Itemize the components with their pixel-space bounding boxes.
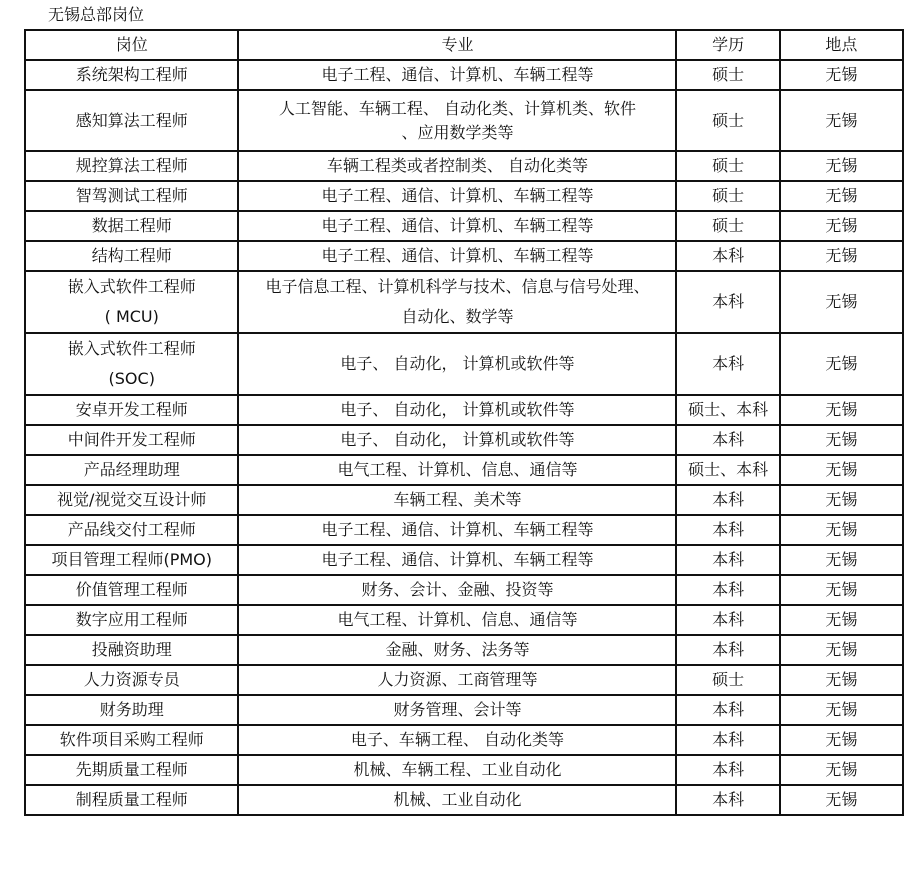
cell-location: 无锡	[780, 455, 903, 485]
cell-position-line: 制程质量工程师	[75, 790, 188, 809]
table-caption: 无锡总部岗位	[48, 5, 145, 24]
cell-position	[25, 545, 238, 575]
cell-position-line: 智驾测试工程师	[75, 186, 188, 205]
table-row	[25, 605, 903, 635]
cell-major	[238, 333, 676, 395]
cell-position-line: 中间件开发工程师	[67, 430, 196, 449]
cell-education: 本科	[676, 271, 779, 333]
table-row	[25, 455, 903, 485]
cell-education: 硕士、本科	[676, 395, 779, 425]
cell-position	[25, 90, 238, 151]
cell-major	[238, 485, 676, 515]
cell-major-line: 人力资源、工商管理等	[377, 670, 538, 689]
cell-major-line: 电气工程、计算机、信息、通信等	[337, 460, 578, 479]
cell-major-line: 电子工程、通信、计算机、车辆工程等	[321, 520, 594, 539]
cell-education: 本科	[676, 575, 779, 605]
cell-major	[238, 665, 676, 695]
cell-position-line: 嵌入式软件工程师	[67, 339, 196, 358]
table-row	[25, 271, 903, 333]
table-row	[25, 333, 903, 395]
cell-position-line: ( MCU)	[104, 307, 159, 326]
positions-table	[24, 29, 904, 816]
cell-position-line: 先期质量工程师	[75, 760, 188, 779]
cell-education: 本科	[676, 755, 779, 785]
cell-location: 无锡	[780, 211, 903, 241]
cell-location: 无锡	[780, 241, 903, 271]
table-row	[25, 755, 903, 785]
cell-major	[238, 515, 676, 545]
cell-position-line: (SOC)	[108, 369, 155, 388]
cell-major-line: 电子、 自动化， 计算机或软件等	[340, 430, 575, 449]
table-row	[25, 181, 903, 211]
cell-major	[238, 271, 676, 333]
cell-position	[25, 271, 238, 333]
cell-position-line: 产品线交付工程师	[67, 520, 196, 539]
cell-position	[25, 785, 238, 815]
cell-education: 本科	[676, 605, 779, 635]
table-row	[25, 695, 903, 725]
header-major: 专业	[238, 30, 676, 60]
cell-location: 无锡	[780, 785, 903, 815]
table-row	[25, 725, 903, 755]
cell-major-line: 电子工程、通信、计算机、车辆工程等	[321, 65, 594, 84]
cell-position-line: 感知算法工程师	[75, 110, 188, 130]
cell-major	[238, 211, 676, 241]
cell-position	[25, 181, 238, 211]
cell-major	[238, 181, 676, 211]
cell-major-line: 电子工程、通信、计算机、车辆工程等	[321, 186, 594, 205]
cell-location: 无锡	[780, 181, 903, 211]
cell-position	[25, 605, 238, 635]
cell-location: 无锡	[780, 695, 903, 725]
cell-education: 硕士	[676, 665, 779, 695]
cell-position-line: 规控算法工程师	[75, 156, 188, 175]
cell-major	[238, 635, 676, 665]
cell-position-line: 财务助理	[99, 700, 164, 719]
cell-position	[25, 333, 238, 395]
cell-education: 本科	[676, 241, 779, 271]
cell-education: 本科	[676, 635, 779, 665]
table-row	[25, 425, 903, 455]
cell-major	[238, 695, 676, 725]
cell-major	[238, 395, 676, 425]
cell-major-line: 电气工程、计算机、信息、通信等	[337, 610, 578, 629]
cell-location: 无锡	[780, 151, 903, 181]
cell-major	[238, 425, 676, 455]
cell-location: 无锡	[780, 485, 903, 515]
table-row	[25, 545, 903, 575]
cell-position-line: 数据工程师	[91, 216, 172, 235]
cell-education: 硕士	[676, 90, 779, 151]
cell-position	[25, 425, 238, 455]
table-row	[25, 635, 903, 665]
cell-location: 无锡	[780, 725, 903, 755]
cell-major-line: 人工智能、车辆工程、 自动化类、计算机类、软件	[278, 98, 637, 118]
cell-major-line: 财务、会计、金融、投资等	[361, 580, 554, 599]
cell-position-line: 视觉/视觉交互设计师	[57, 490, 207, 509]
cell-major-line: 电子信息工程、计算机科学与技术、信息与信号处理、	[265, 277, 650, 296]
cell-major	[238, 151, 676, 181]
cell-major-line: 电子、 自动化， 计算机或软件等	[340, 354, 575, 373]
cell-major	[238, 575, 676, 605]
cell-location: 无锡	[780, 395, 903, 425]
cell-location: 无锡	[780, 60, 903, 90]
cell-education: 本科	[676, 485, 779, 515]
cell-major-line: 电子、车辆工程、 自动化类等	[350, 730, 565, 749]
cell-education: 硕士	[676, 60, 779, 90]
table-row	[25, 665, 903, 695]
header-education: 学历	[676, 30, 779, 60]
cell-major-line: 车辆工程类或者控制类、 自动化类等	[326, 156, 589, 175]
cell-position-line: 系统架构工程师	[75, 65, 188, 84]
cell-major-line: 金融、财务、法务等	[385, 640, 530, 659]
cell-position	[25, 755, 238, 785]
cell-major	[238, 455, 676, 485]
cell-position	[25, 665, 238, 695]
cell-location: 无锡	[780, 515, 903, 545]
table-row	[25, 395, 903, 425]
cell-position	[25, 151, 238, 181]
cell-position-line: 人力资源专员	[83, 670, 180, 689]
cell-position	[25, 725, 238, 755]
cell-location: 无锡	[780, 545, 903, 575]
cell-position	[25, 455, 238, 485]
cell-location: 无锡	[780, 665, 903, 695]
cell-major	[238, 241, 676, 271]
header-location: 地点	[780, 30, 903, 60]
table-row	[25, 151, 903, 181]
cell-position-line: 投融资助理	[91, 640, 172, 659]
cell-position-line: 数字应用工程师	[75, 610, 188, 629]
table-row	[25, 90, 903, 151]
cell-position	[25, 515, 238, 545]
header-position: 岗位	[25, 30, 238, 60]
cell-position	[25, 695, 238, 725]
cell-major-line: 电子、 自动化， 计算机或软件等	[340, 400, 575, 419]
cell-major-line: 自动化、数学等	[401, 307, 514, 326]
cell-location: 无锡	[780, 575, 903, 605]
cell-education: 本科	[676, 425, 779, 455]
header-row	[25, 30, 903, 60]
cell-location: 无锡	[780, 605, 903, 635]
cell-position-line: 项目管理工程师(PMO)	[51, 550, 213, 569]
cell-location: 无锡	[780, 90, 903, 151]
cell-location: 无锡	[780, 333, 903, 395]
cell-major-line: 机械、车辆工程、工业自动化	[353, 760, 562, 779]
cell-position	[25, 241, 238, 271]
cell-education: 硕士	[676, 151, 779, 181]
table-row	[25, 485, 903, 515]
cell-position-line: 嵌入式软件工程师	[67, 277, 196, 296]
cell-major-line: 电子工程、通信、计算机、车辆工程等	[321, 550, 594, 569]
cell-major	[238, 60, 676, 90]
cell-major-line: 电子工程、通信、计算机、车辆工程等	[321, 216, 594, 235]
cell-location: 无锡	[780, 425, 903, 455]
cell-major	[238, 90, 676, 151]
table-row	[25, 785, 903, 815]
cell-location: 无锡	[780, 755, 903, 785]
cell-education: 本科	[676, 515, 779, 545]
cell-major	[238, 725, 676, 755]
table-row	[25, 575, 903, 605]
cell-position	[25, 60, 238, 90]
cell-position	[25, 575, 238, 605]
cell-major-line: 车辆工程、美术等	[393, 490, 522, 509]
cell-position-line: 结构工程师	[91, 246, 172, 265]
cell-major	[238, 545, 676, 575]
table-row	[25, 241, 903, 271]
cell-major-line: 电子工程、通信、计算机、车辆工程等	[321, 246, 594, 265]
cell-education: 硕士	[676, 211, 779, 241]
cell-location: 无锡	[780, 635, 903, 665]
cell-education: 本科	[676, 333, 779, 395]
cell-position	[25, 211, 238, 241]
table-row	[25, 60, 903, 90]
cell-major-line: 财务管理、会计等	[393, 700, 522, 719]
cell-education: 硕士、本科	[676, 455, 779, 485]
cell-major	[238, 755, 676, 785]
cell-position	[25, 485, 238, 515]
cell-major	[238, 785, 676, 815]
cell-location: 无锡	[780, 271, 903, 333]
cell-education: 硕士	[676, 181, 779, 211]
cell-position-line: 安卓开发工程师	[75, 400, 188, 419]
cell-major	[238, 605, 676, 635]
table-body	[25, 60, 903, 815]
table-row	[25, 515, 903, 545]
cell-education: 本科	[676, 545, 779, 575]
cell-major-line: 、应用数学类等	[401, 122, 514, 142]
cell-education: 本科	[676, 785, 779, 815]
cell-education: 本科	[676, 695, 779, 725]
cell-education: 本科	[676, 725, 779, 755]
cell-position-line: 价值管理工程师	[75, 580, 188, 599]
cell-position-line: 产品经理助理	[83, 460, 180, 479]
table-row	[25, 211, 903, 241]
cell-position	[25, 635, 238, 665]
cell-position-line: 软件项目采购工程师	[59, 730, 204, 749]
cell-major-line: 机械、工业自动化	[393, 790, 522, 809]
cell-position	[25, 395, 238, 425]
